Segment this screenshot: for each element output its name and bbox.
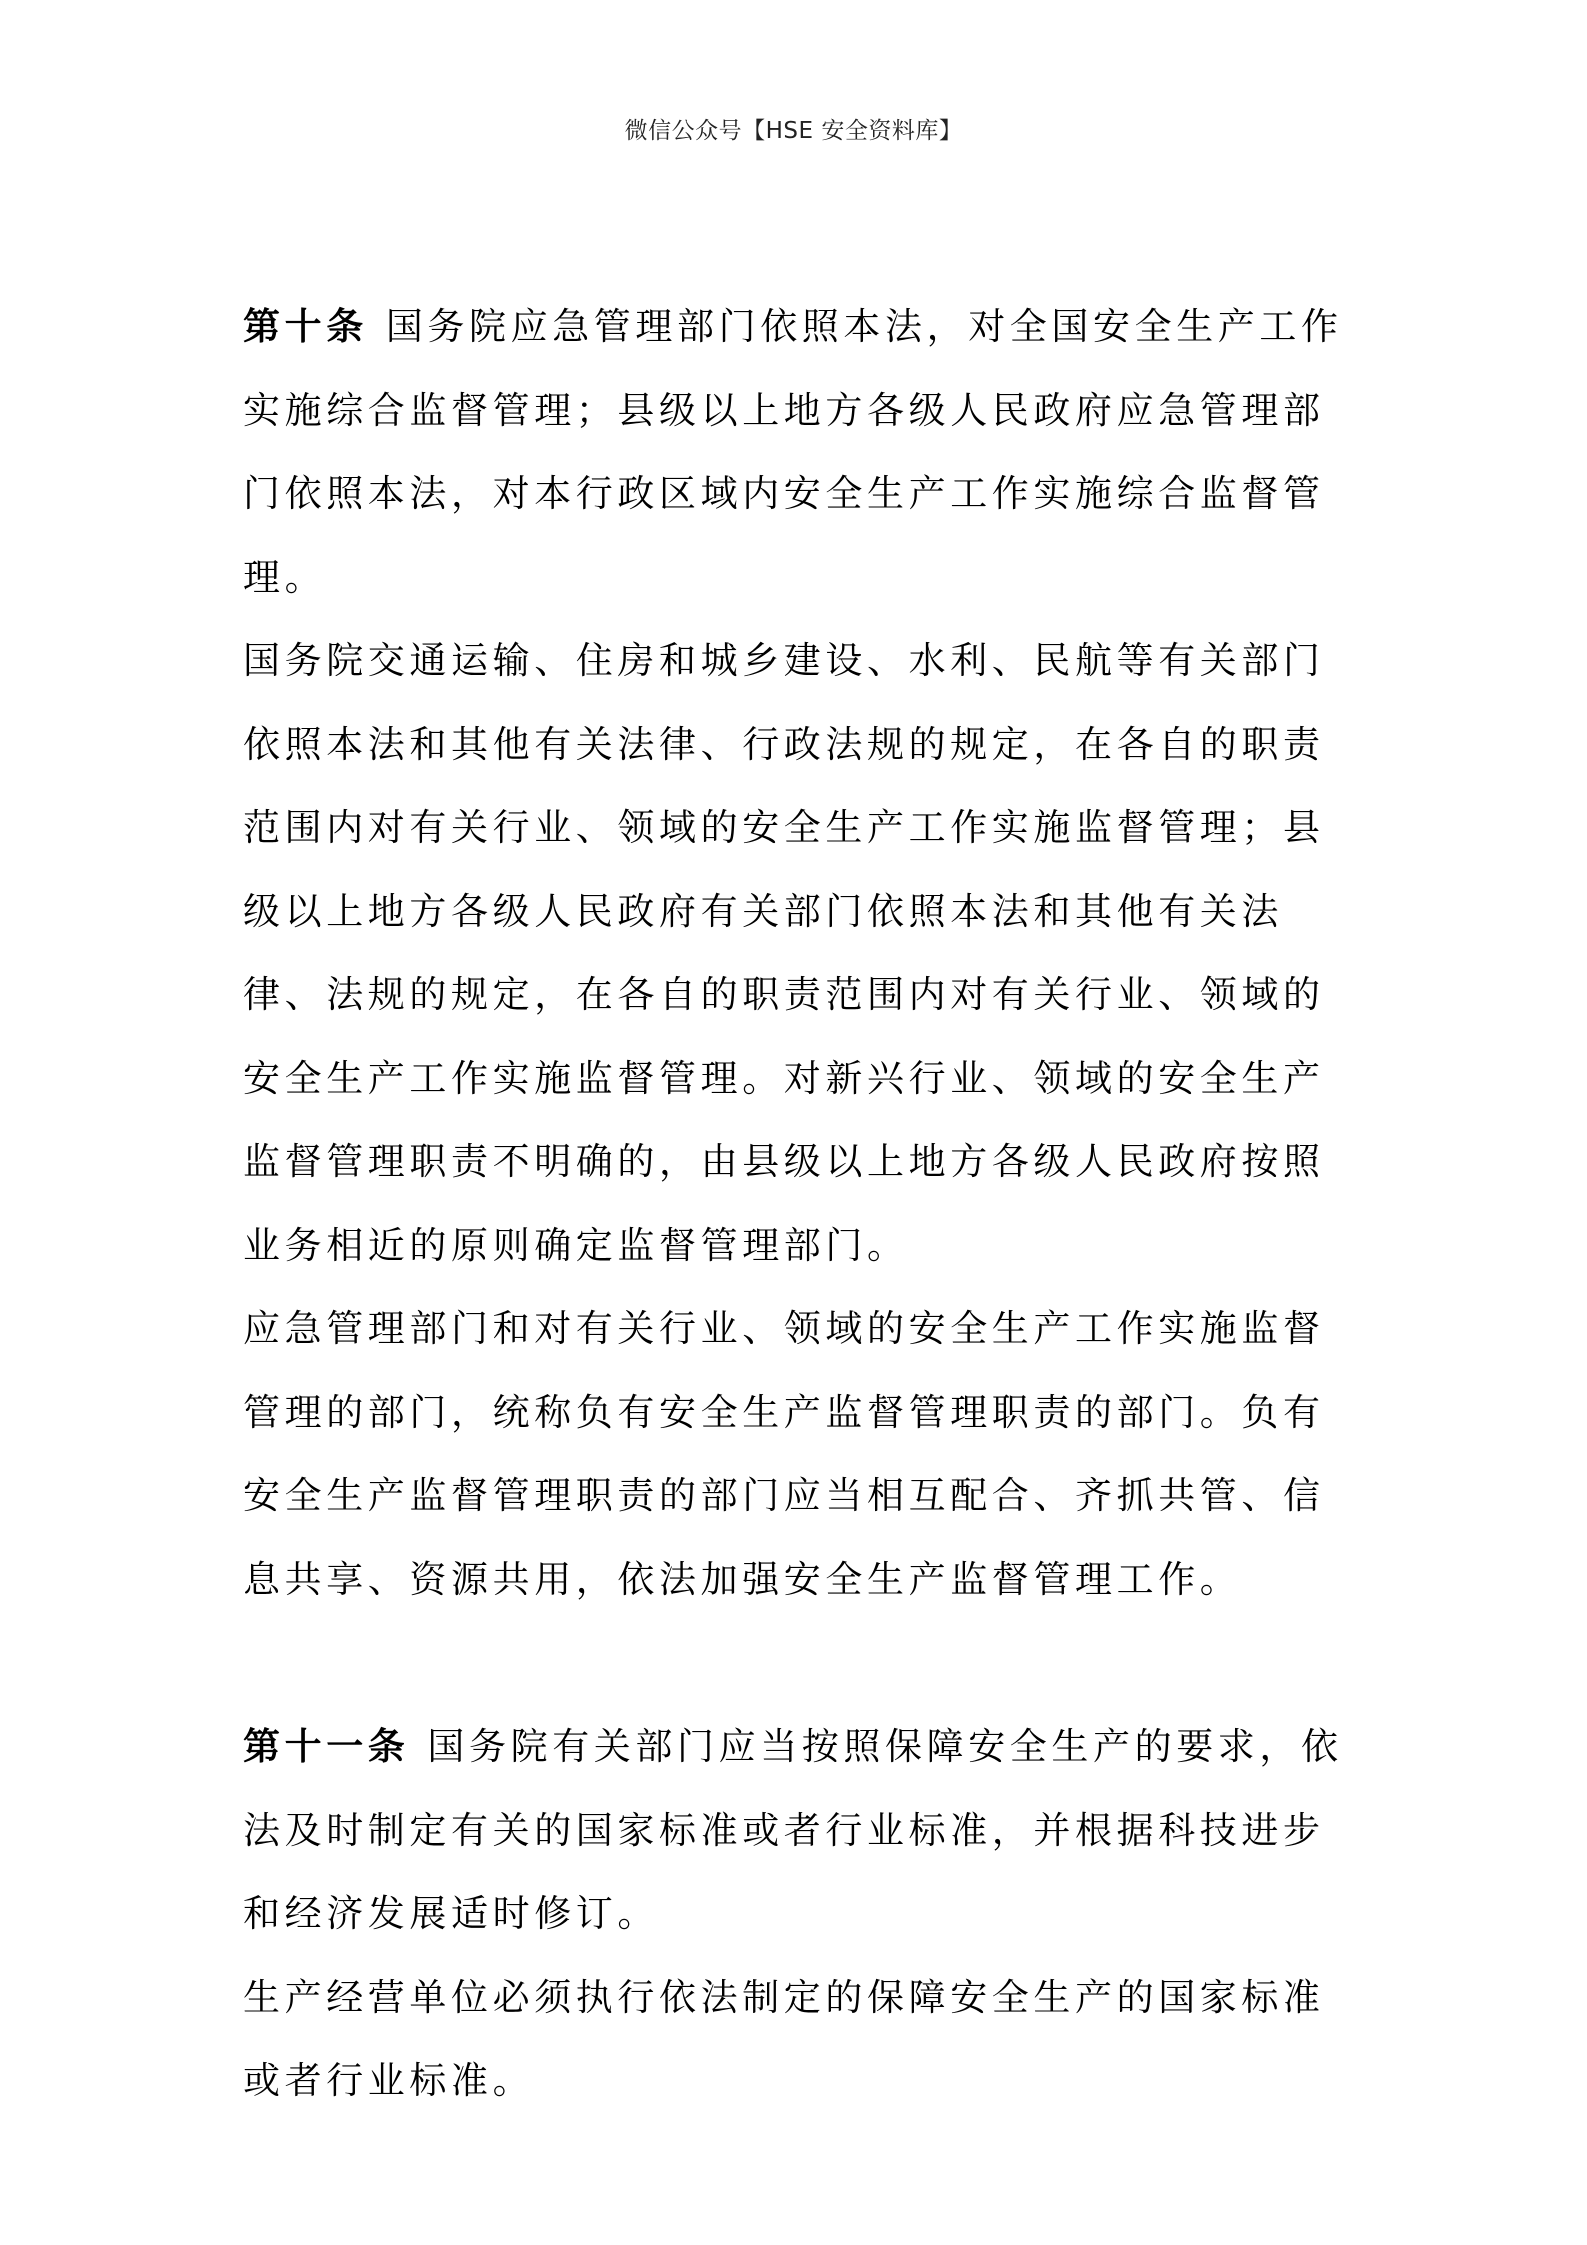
paragraph-text: 国务院应急管理部门依照本法，对全国安全生产工作实施综合监督管理；县级以上地方各级人民政府应急管理部门依照本法，对本行政区域内安全生产工作实施综合监督管理。: [243, 305, 1343, 599]
article-number: 第十条: [243, 304, 368, 348]
article-paragraph: 国务院交通运输、住房和城乡建设、水利、民航等有关部门依照本法和其他有关法律、行政法规的规定，在各自的职责范围内对有关行业、领域的安全生产工作实施监督管理；县级以上地方各级人民政府有关部门依照本法和其他有关法律、法规的规定，在各自的职责范围内对有关行业、领域的安全生产工作实施监督管理。对新兴行业、领域的安全生产监督管理职责不明确的，由县级以上地方各级人民政府按照业务相近的原则确定监督管理部门。: [243, 639, 1325, 1267]
paragraph-text: 国务院有关部门应当按照保障安全生产的要求，依法及时制定有关的国家标准或者行业标准，并根据科技进步和经济发展适时修订。: [243, 1725, 1343, 1935]
article-paragraph: [243, 285, 1363, 619]
article-paragraph: 应急管理部门和对有关行业、领域的安全生产工作实施监督管理的部门，统称负有安全生产监督管理职责的部门。负有安全生产监督管理职责的部门应当相互配合、齐抓共管、信息共享、资源共用，依法加强安全生产监督管理工作。: [243, 1307, 1325, 1601]
article-11: [243, 1705, 1363, 2123]
document-body: [243, 285, 1363, 2123]
article-number: 第十一条: [243, 1724, 410, 1768]
article-10: [243, 285, 1363, 1621]
article-paragraph: [243, 1705, 1363, 1956]
article-paragraph: 生产经营单位必须执行依法制定的保障安全生产的国家标准或者行业标准。: [243, 1975, 1325, 2102]
page-header: 微信公众号【HSE 安全资料库】: [624, 118, 963, 144]
